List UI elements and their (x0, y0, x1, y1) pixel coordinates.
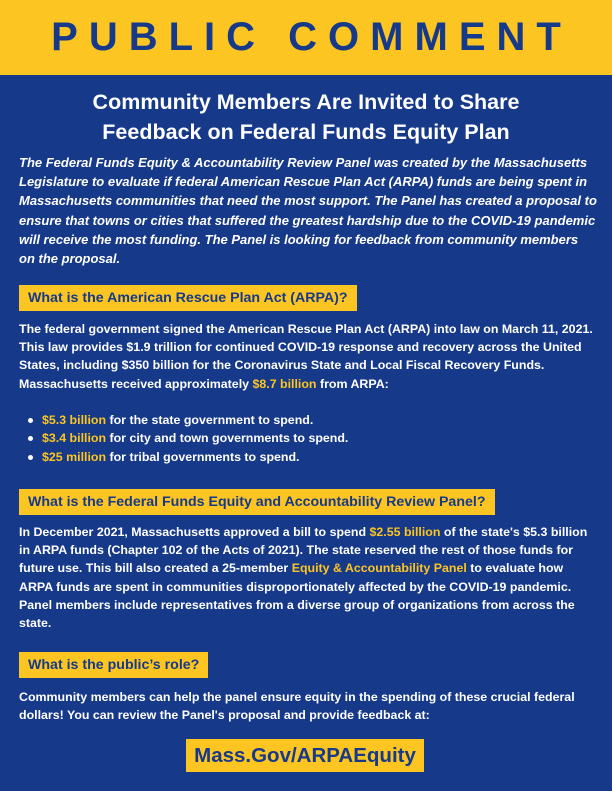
list-item (42, 429, 348, 447)
arpa-description (19, 320, 599, 393)
list-item (42, 448, 348, 466)
headline-line-1: Community Members Are Invited to Share (92, 90, 520, 114)
panel-text-3: to evaluate how ARPA funds are spent in communities disproportionately affected by the COVID-19 pandemic. Panel members include representatives from a diverse group of organizations from across the state. (19, 561, 575, 631)
panel-amount: $2.55 billion (369, 525, 441, 539)
arpa-text-1: The federal government signed the American Rescue Plan Act (ARPA) into law on March 11, 2021. This law provides $1.9 trillion for continued COVID-19 response and recovery across the United States, including $350 billion for the Coronavirus State and Local Fiscal Recovery Funds. Massachusetts received approximately (19, 322, 593, 391)
section-heading-panel: What is the Federal Funds Equity and Accountability Review Panel? (19, 489, 495, 515)
bullet-text: for tribal governments to spend. (106, 449, 300, 464)
public-comment-banner (0, 0, 612, 75)
bullet-icon (28, 455, 33, 460)
arpa-text-2: from ARPA: (316, 376, 389, 391)
panel-name: Equity & Accountability Panel (291, 561, 467, 576)
bullet-amount: $25 million (42, 449, 107, 464)
intro-paragraph: The Federal Funds Equity & Accountability Review Panel was created by the Massachusetts Legislature to evaluate if federal American Rescue Plan Act (ARPA) funds are being spent in Massachusetts communities that need the most support. The Panel has created a proposal to ensure that towns or cities that suffered the greatest hardship due to the COVID-19 pandemic will receive the most funding. The Panel is looking for feedback from community members on the proposal. (19, 155, 597, 267)
bullet-text: for city and town governments to spend. (106, 431, 349, 446)
bullet-amount: $3.4 billion (42, 431, 107, 446)
bullet-icon (28, 418, 33, 423)
arpa-equity-link[interactable]: Mass.Gov/ARPAEquity (186, 739, 424, 772)
bullet-text: for the state government to spend. (106, 413, 314, 427)
list-item (42, 411, 348, 429)
bullet-amount: $5.3 billion (42, 413, 107, 427)
section-heading-public-role: What is the public’s role? (19, 652, 208, 678)
public-role-description: Community members can help the panel ensure equity in the spending of these crucial federal dollars! You can review the Panel's proposal and provide feedback at: (19, 690, 575, 723)
section-heading-arpa: What is the American Rescue Plan Act (ARPA)? (19, 285, 357, 311)
headline-line-2: Feedback on Federal Funds Equity Plan (102, 120, 510, 144)
panel-text-1: In December 2021, Massachusetts approved a bill to spend (19, 525, 370, 539)
panel-description (19, 523, 599, 632)
bullet-icon (28, 436, 33, 441)
banner-title: PUBLIC COMMENT (51, 15, 572, 59)
funding-breakdown-list (42, 411, 348, 466)
page-headline (0, 87, 612, 147)
panel-text-2: of the state's $5.3 billion in ARPA funds (Chapter 102 of the Acts of 2021). The state reserved the rest of those funds for future use. This bill also created a 25-member (19, 525, 588, 576)
arpa-total-amount: $8.7 billion (252, 376, 317, 391)
